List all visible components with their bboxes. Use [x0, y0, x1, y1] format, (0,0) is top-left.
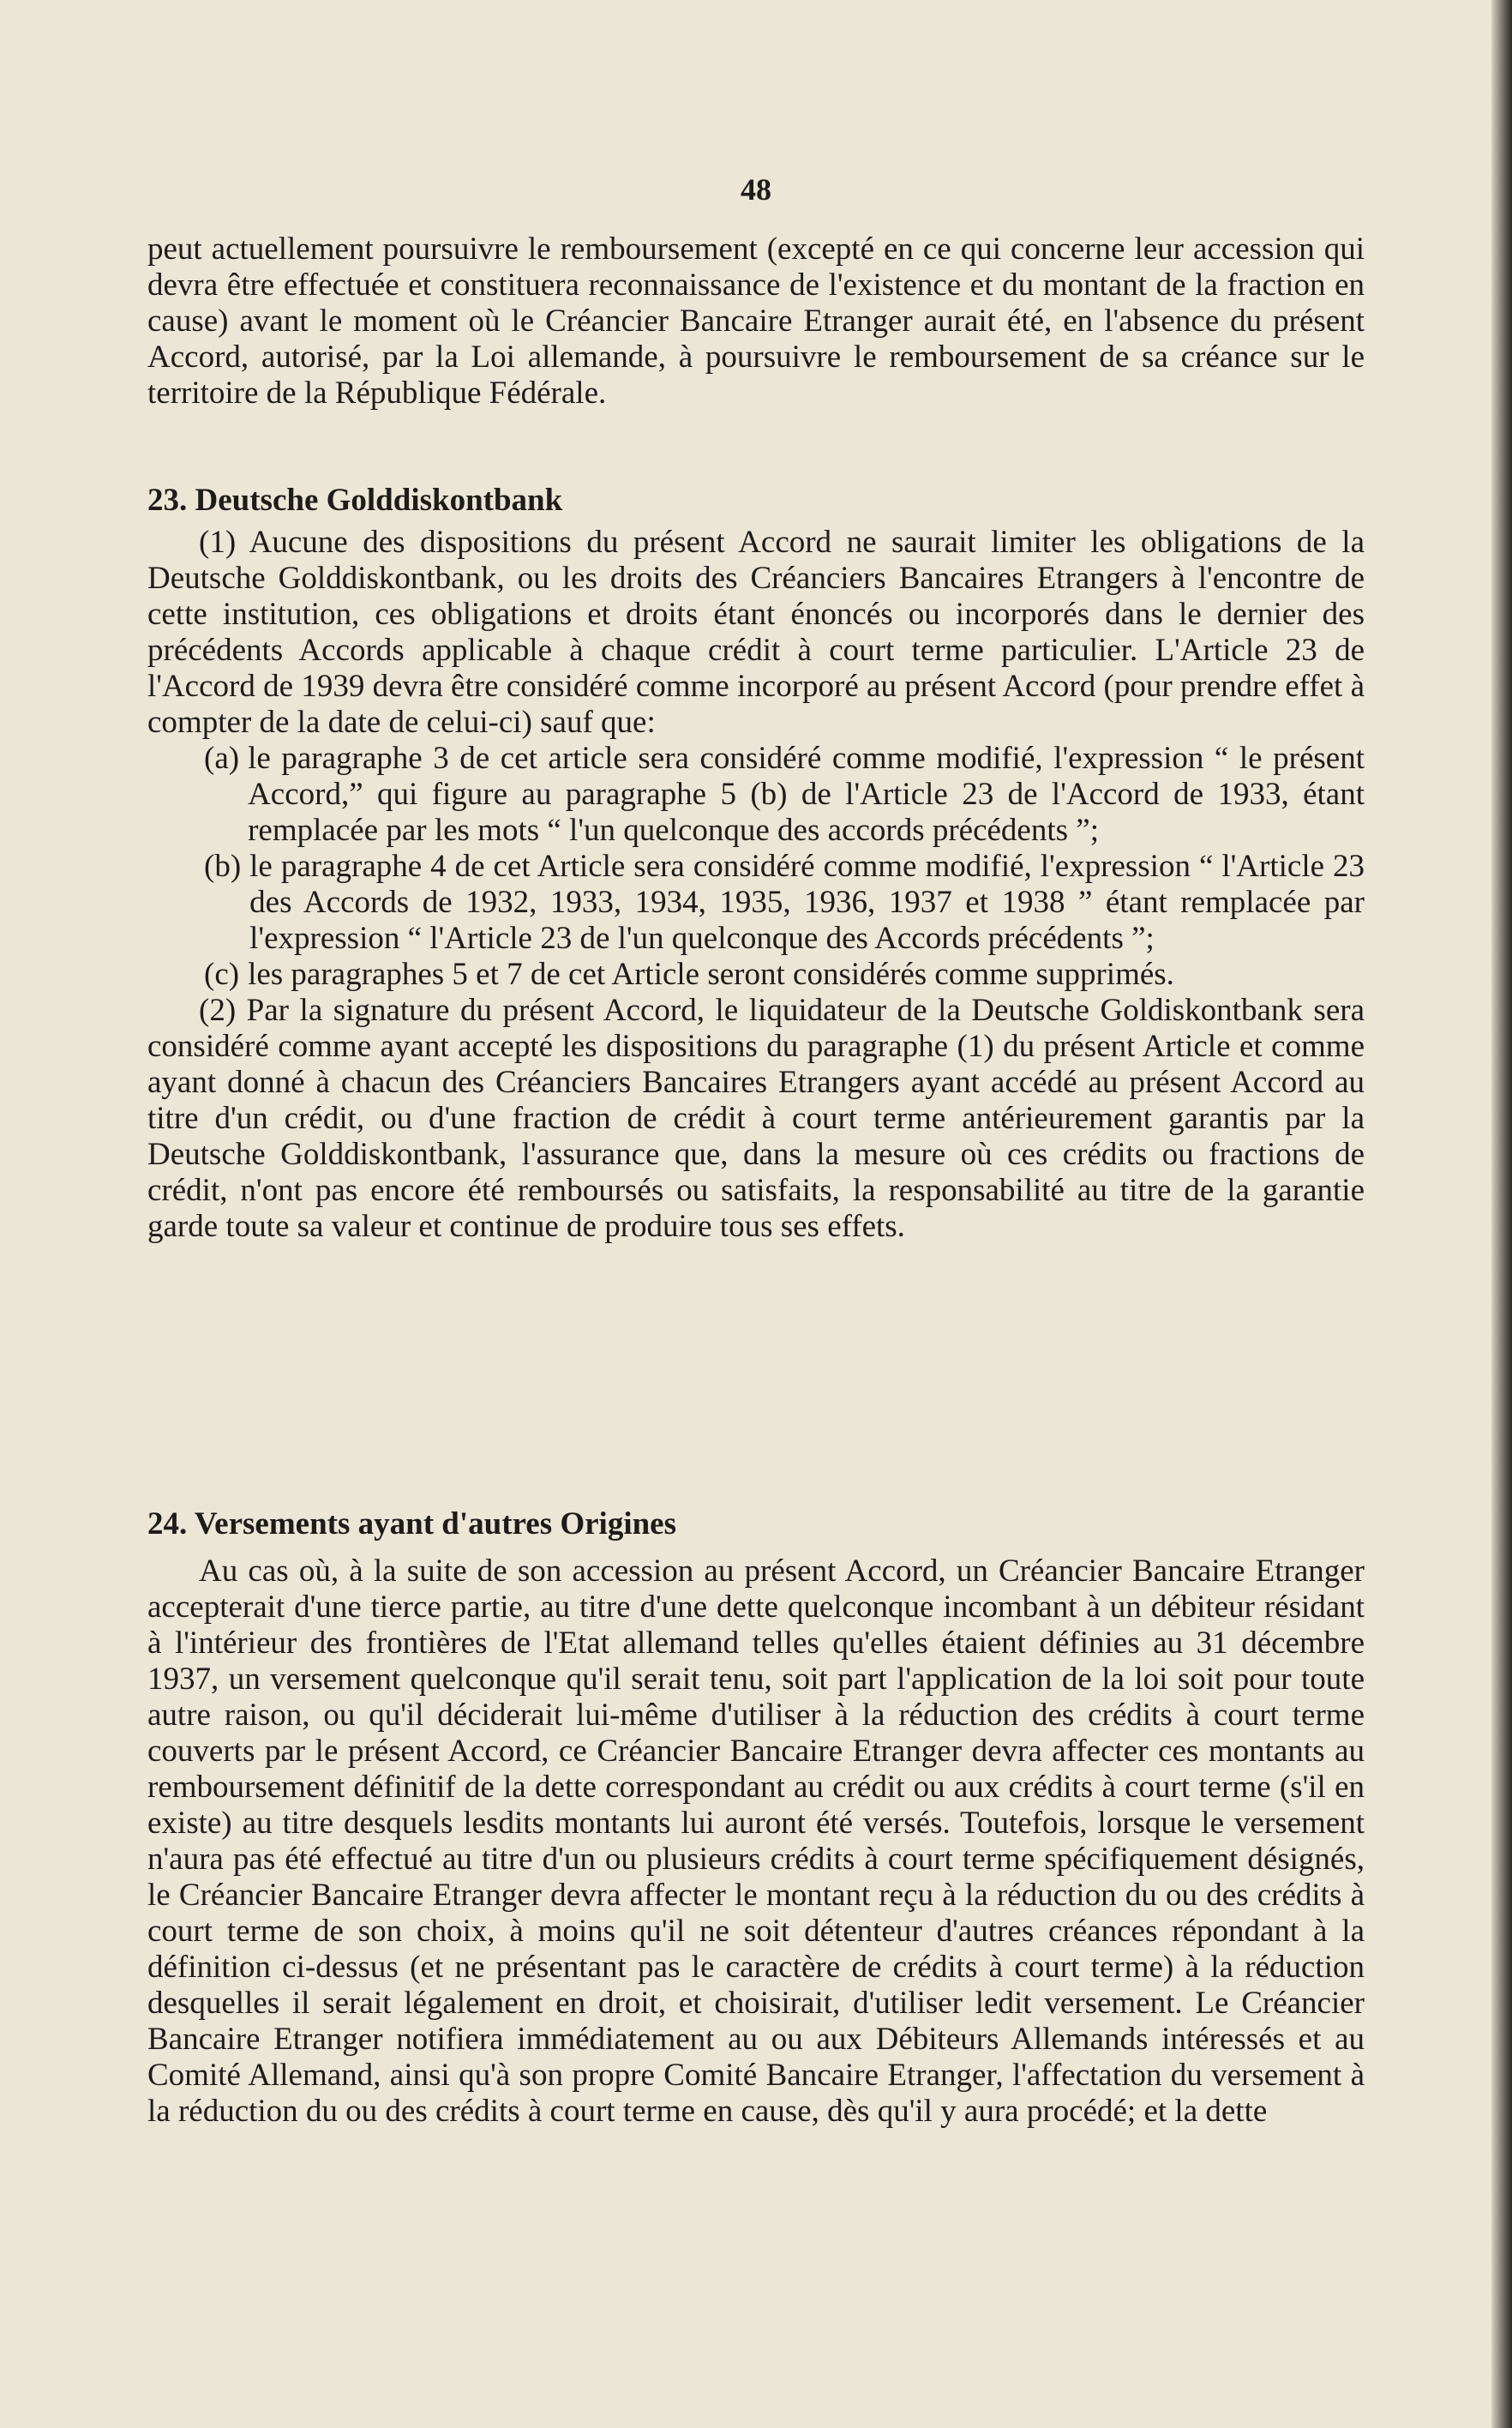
section-23-paragraph-1: (1) Aucune des dispositions du présent Accord ne saurait limiter les obligations de la Deutsche Golddiskontbank, ou les droits des Créanciers Bancaires Etrangers à l'encontre de cette institution, ces obligations et droits étant énoncés ou incorporés dans le dernier des précédents Accords applicable à chaque crédit à court terme particulier. L'Article 23 de l'Accord de 1939 devra être considéré comme incorporé au présent Accord (pour prendre effet à compter de la date de celui-ci) sauf que: — [147, 525, 1365, 740]
item-label: (a) — [204, 741, 240, 776]
section-23-heading: 23. Deutsche Golddiskontbank — [147, 483, 563, 518]
item-text: le paragraphe 3 de cet article sera considéré comme modifié, l'expression “ le présent Accord,” qui figure au paragraphe 5 (b) de l'Article 23 de l'Accord de 1933, étant remplacée par les mots “ l'un quelconque des accords précédents ”; — [248, 741, 1365, 848]
item-text: les paragraphes 5 et 7 de cet Article seront considérés comme supprimés. — [248, 957, 1174, 992]
continuation-paragraph — [147, 231, 1365, 412]
section-23-paragraph-2: (2) Par la signature du présent Accord, le liquidateur de la Deutsche Goldiskontbank sera considéré comme ayant accepté les dispositions du paragraphe (1) du présent Article et comme ayant donné à chacun des Créanciers Bancaires Etrangers ayant accédé au présent Accord au titre d'un crédit, ou d'une fraction de crédit à court terme antérieurement garantis par la Deutsche Golddiskontbank, l'assurance que, dans la mesure où ces crédits ou fractions de crédit, n'ont pas encore été remboursés ou satisfaits, la responsabilité au titre de la garantie garde toute sa valeur et continue de produire tous ses effets. — [147, 993, 1365, 1244]
book-gutter-shadow — [1491, 0, 1512, 2428]
section-23-item-c — [147, 957, 1365, 993]
section-24-paragraph-1: Au cas où, à la suite de son accession au présent Accord, un Créancier Bancaire Etranger accepterait d'une tierce partie, au titre d'une dette quelconque incombant à un débiteur résidant à l'intérieur des frontières de l'Etat allemand telles qu'elles étaient définies au 31 décembre 1937, un versement quelconque qu'il serait tenu, soit part l'application de la loi soit pour toute autre raison, ou qu'il déciderait lui-même d'utiliser à la réduction des crédits à court terme couverts par le présent Accord, ce Créancier Bancaire Etranger devra affecter ces montants au remboursement définitif de la dette correspondant au crédit ou aux crédits à court terme (s'il en existe) au titre desquels lesdits montants lui auront été versés. Toutefois, lorsque le versement n'aura pas été effectué au titre d'un ou plusieurs crédits à court terme spécifiquement désignés, le Créancier Bancaire Etranger devra affecter le montant reçu à la réduction du ou des crédits à court terme de son choix, à moins qu'il ne soit détenteur d'autres créances répondant à la définition ci-dessus (et ne présentant pas le caractère de crédits à court terme) à la réduction desquelles il serait légalement en droit, et choisirait, d'utiliser ledit versement. Le Créancier Bancaire Etranger notifiera immédiatement au ou aux Débiteurs Allemands intéressés et au Comité Allemand, ainsi qu'à son propre Comité Bancaire Etranger, l'affectation du versement à la réduction du ou des crédits à court terme en cause, dès qu'il y aura procédé; et la dette — [147, 1554, 1365, 2129]
section-23-item-b — [147, 849, 1365, 957]
item-text: le paragraphe 4 de cet Article sera considéré comme modifié, l'expression “ l'Article 23 des Accords de 1932, 1933, 1934, 1935, 1936, 1937 et 1938 ” étant remplacée par l'expression “ l'Article 23 de l'un quelconque des Accords précédents ”; — [249, 849, 1365, 956]
continuation-text: peut actuellement poursuivre le remboursement (excepté en ce qui concerne leur accession qui devra être effectuée et constituera reconnaissance de l'existence et du montant de la fraction en cause) avant le moment où le Créancier Bancaire Etranger aurait été, en l'absence du présent Accord, autorisé, par la Loi allemande, à poursuivre le remboursement de sa créance sur le territoire de la République Fédérale. — [147, 231, 1365, 411]
page-number: 48 — [741, 172, 771, 207]
section-24-body — [147, 1554, 1365, 2130]
section-23-item-a — [147, 741, 1365, 849]
section-24-heading: 24. Versements ayant d'autres Origines — [147, 1506, 677, 1542]
item-label: (b) — [204, 849, 242, 884]
section-23-body — [147, 525, 1365, 1245]
item-label: (c) — [204, 957, 240, 992]
